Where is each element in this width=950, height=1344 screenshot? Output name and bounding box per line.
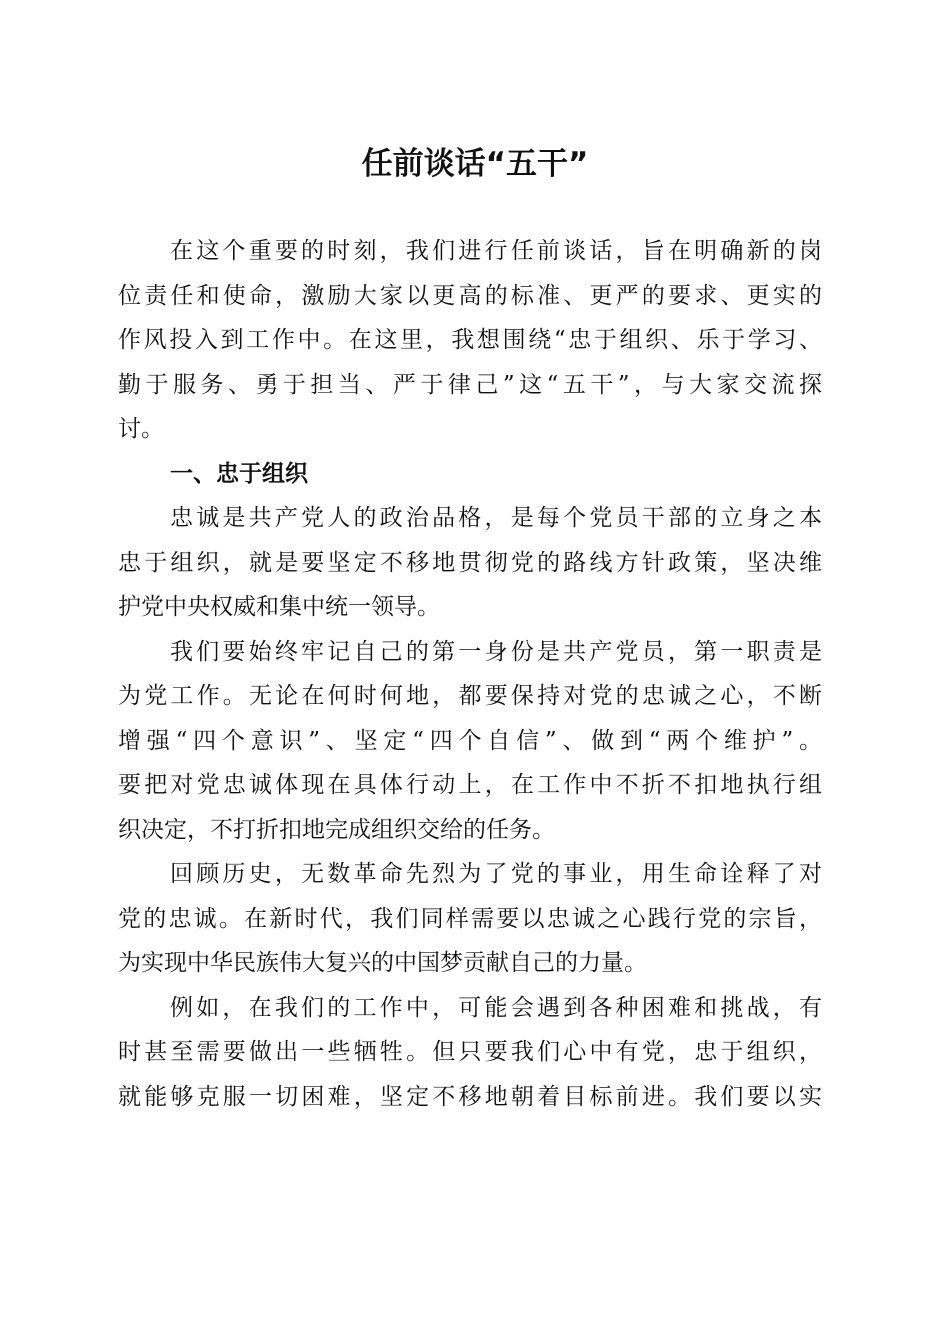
text-line: 要把对党忠诚体现在具体行动上，在工作中不折不扣地执行组 [118,772,822,798]
text-line: 讨。 [118,416,164,442]
text-line: 位责任和使命，激励大家以更高的标准、更严的要求、更实的 [118,282,822,309]
text-line: 忠诚是共产党人的政治品格，是每个党员干部的立身之本 [170,505,822,531]
text-line: 作风投入到工作中。在这里，我想围绕“忠于组织、乐于学习、 [118,327,822,353]
text-line: 回顾历史，无数革命先烈为了党的事业，用生命诠释了对 [170,861,822,887]
text-line: 就能够克服一切困难，坚定不移地朝着目标前进。我们要以实 [118,1083,822,1110]
text-line: 党的忠诚。在新时代，我们同样需要以忠诚之心践行党的宗旨， [118,905,822,932]
text-line: 勤于服务、勇于担当、严于律己”这“五干”，与大家交流探 [118,371,822,398]
text-line: 我们要始终牢记自己的第一身份是共产党员，第一职责是 [170,638,822,665]
text-line: 增强“四个意识”、坚定“四个自信”、做到“两个维护”。 [118,727,822,754]
text-line: 为实现中华民族伟大复兴的中国梦贡献自己的力量。 [118,950,647,976]
document-title: 任前谈话“五干” [361,146,589,182]
text-line: 忠于组织，就是要坚定不移地贯彻党的路线方针政策，坚决维 [118,549,822,576]
section-heading: 一、忠于组织 [170,460,308,487]
text-line: 时甚至需要做出一些牺牲。但只要我们心中有党，忠于组织， [118,1039,822,1065]
text-line: 织决定，不打折扣地完成组织交给的任务。 [118,816,555,843]
text-line: 例如，在我们的工作中，可能会遇到各种困难和挑战，有 [170,994,822,1021]
text-line: 护党中央权威和集中统一领导。 [118,594,440,620]
text-line: 为党工作。无论在何时何地，都要保持对党的忠诚之心，不断 [118,683,822,709]
text-line: 在这个重要的时刻，我们进行任前谈话，旨在明确新的岗 [170,238,822,264]
